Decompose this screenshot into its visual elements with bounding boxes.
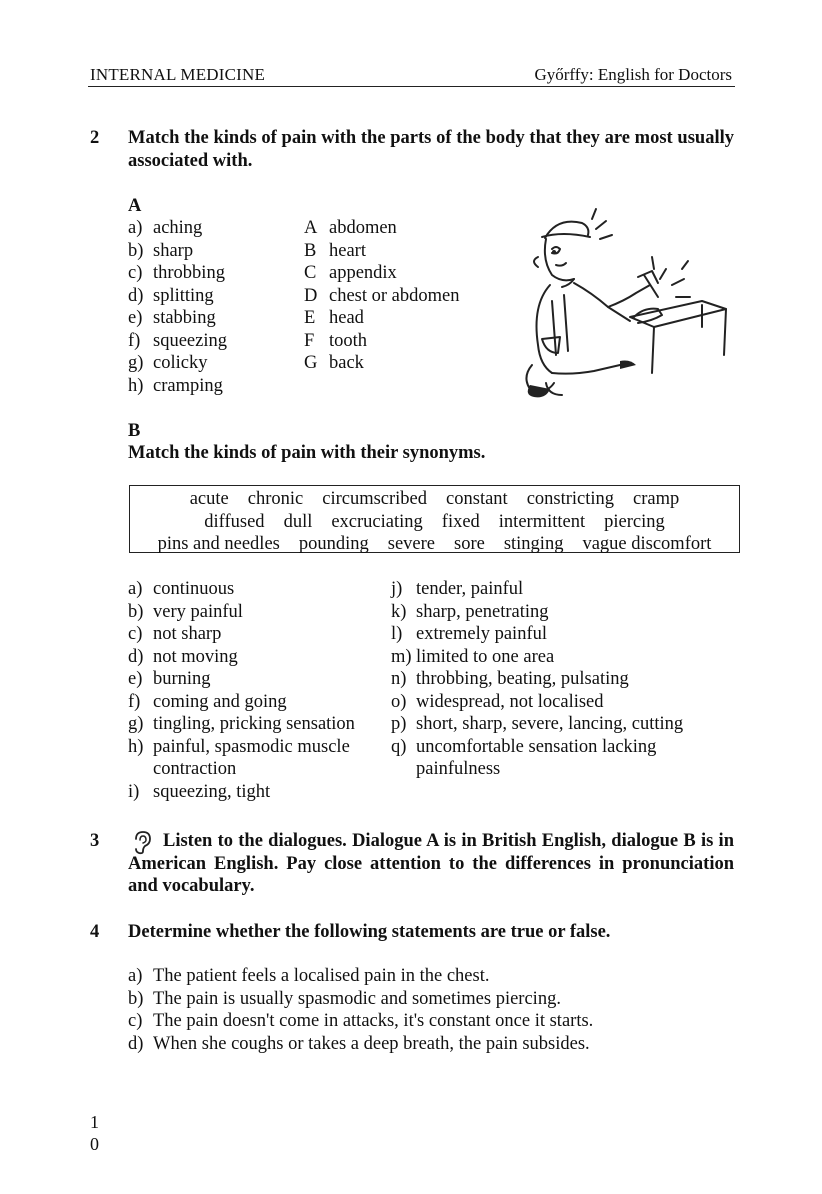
list-item: g) tingling, pricking sensation — [128, 714, 355, 734]
pain-kinds-list — [128, 217, 298, 397]
list-item: C appendix — [304, 263, 397, 283]
section-a-label: A — [128, 196, 142, 216]
list-item: b) sharp — [128, 240, 194, 261]
header-divider — [88, 86, 735, 87]
word-box-term: pounding — [298, 534, 369, 554]
word-box-term: cramp — [633, 489, 680, 509]
list-item: c) throbbing — [128, 263, 225, 283]
list-item: e) burning — [128, 669, 211, 689]
list-item: E head — [304, 308, 364, 328]
question-3-text: Listen to the dialogues. Dialogue A is in British English, dialogue B is in American English. Pay close attention to the differences in pronunciation and vocabulary. — [128, 831, 734, 896]
list-item: g) colicky — [128, 353, 208, 373]
question-4-text: Determine whether the following statements are true or false. — [128, 922, 611, 942]
list-item: q) uncomfortable sensation lacking painfulness — [391, 736, 657, 779]
section-b-label: B — [128, 421, 141, 441]
word-box-term: stinging — [503, 534, 564, 554]
word-box-term: dull — [283, 511, 313, 532]
list-item: G back — [304, 353, 364, 373]
list-item: b) The pain is usually spasmodic and sometimes piercing. — [128, 988, 561, 1009]
word-box-term: acute — [189, 489, 229, 509]
word-box-term: circumscribed — [322, 489, 428, 509]
list-item: d) not moving — [128, 646, 238, 667]
word-box-term: piercing — [604, 511, 665, 532]
list-item: n) throbbing, beating, pulsating — [391, 669, 629, 689]
list-item: a) The patient feels a localised pain in the chest. — [128, 966, 490, 986]
list-item: A abdomen — [304, 218, 397, 238]
list-item: j) tender, painful — [391, 579, 524, 599]
synonym-word-box — [129, 485, 740, 553]
synonym-definitions-right — [391, 578, 731, 781]
word-box-term: vague discomfort — [582, 534, 712, 554]
list-item: c) The pain doesn't come in attacks, it's constant once it starts. — [128, 1011, 594, 1031]
list-item: l) extremely painful — [391, 624, 547, 644]
list-item: f) squeezing — [128, 330, 227, 351]
word-box-row — [130, 533, 739, 556]
word-box-term: constant — [446, 489, 508, 509]
word-box-term: excruciating — [331, 511, 423, 532]
list-item: b) very painful — [128, 601, 243, 622]
list-item: k) sharp, penetrating — [391, 601, 549, 622]
body-parts-list — [304, 217, 494, 375]
synonym-definitions-left — [128, 578, 383, 803]
list-item: a) continuous — [128, 579, 235, 599]
word-box-term: intermittent — [498, 511, 586, 532]
running-header-right: Győrffy: English for Doctors — [534, 65, 732, 84]
list-item: d) splitting — [128, 285, 214, 306]
running-header-left: INTERNAL MEDICINE — [90, 65, 266, 84]
word-box-term: constricting — [526, 489, 615, 509]
word-box-term: fixed — [441, 511, 480, 532]
word-box-row — [130, 511, 739, 534]
word-box-term: pins and needles — [157, 534, 280, 554]
section-b-instruction: Match the kinds of pain with their synonyms. — [128, 443, 486, 463]
list-item: a) aching — [128, 218, 203, 238]
list-item: i) squeezing, tight — [128, 781, 271, 802]
list-item: m) limited to one area — [391, 646, 555, 667]
question-3-number: 3 — [90, 831, 100, 851]
hammer-thumb-cartoon-illustration — [512, 205, 732, 405]
word-box-term: diffused — [204, 511, 265, 532]
word-box-term: severe — [387, 534, 435, 554]
true-false-statements — [128, 965, 728, 1055]
list-item: F tooth — [304, 330, 368, 351]
question-2-text: Match the kinds of pain with the parts of the body that they are most usually associated with. — [128, 128, 734, 171]
list-item: c) not sharp — [128, 624, 222, 644]
list-item: h) painful, spasmodic muscle contraction — [128, 736, 350, 779]
word-box-row — [130, 488, 739, 511]
word-box-term: sore — [454, 534, 485, 554]
list-item: d) When she coughs or takes a deep breath, the pain subsides. — [128, 1033, 590, 1054]
question-4-number: 4 — [90, 922, 100, 942]
list-item: h) cramping — [128, 375, 223, 396]
list-item: B heart — [304, 240, 366, 261]
list-item: e) stabbing — [128, 308, 216, 328]
list-item: D chest or abdomen — [304, 285, 460, 306]
list-item: f) coming and going — [128, 691, 287, 712]
list-item: p) short, sharp, severe, lancing, cutting — [391, 714, 684, 734]
page-number-digit-1: 1 — [90, 1112, 99, 1132]
list-item: o) widespread, not localised — [391, 691, 604, 712]
question-2-number: 2 — [90, 128, 100, 148]
page-number-digit-2: 0 — [90, 1134, 99, 1154]
word-box-term: chronic — [247, 489, 304, 509]
